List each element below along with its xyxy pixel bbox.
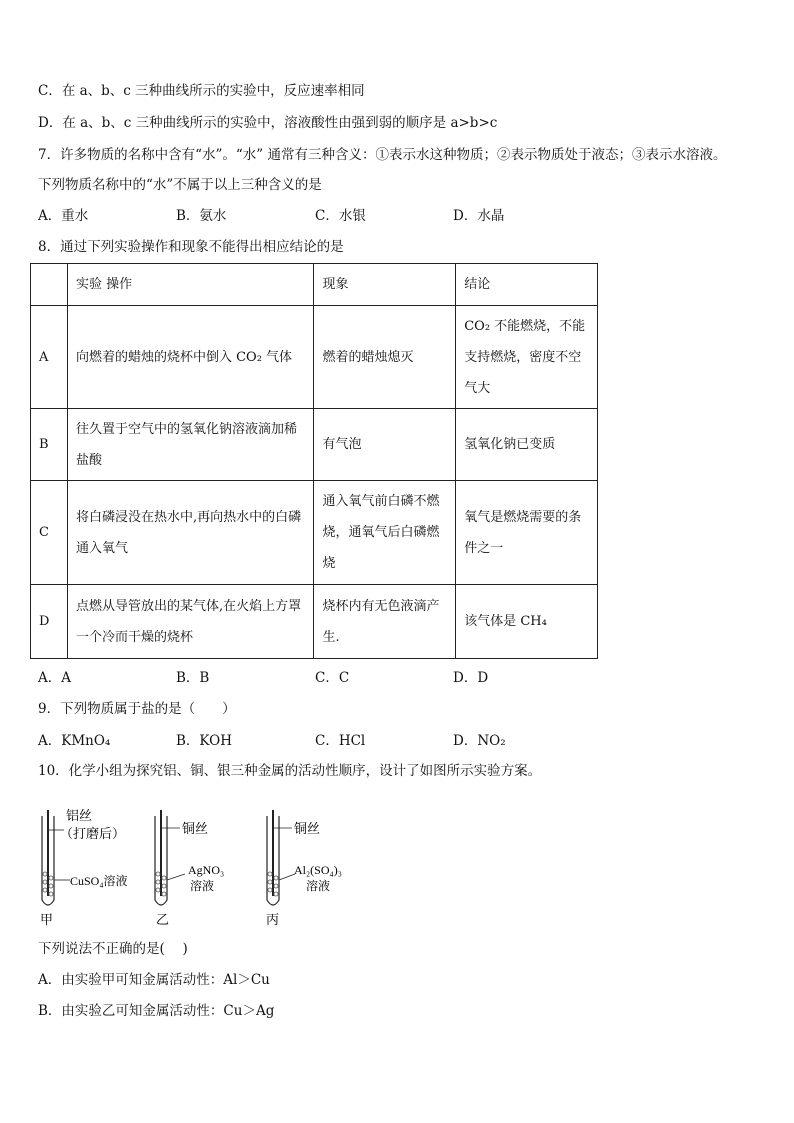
tube2-wire-label: 铜丝 (182, 821, 209, 836)
row-label: D (31, 585, 68, 659)
header-phenomenon: 现象 (314, 264, 456, 306)
row-operation: 点燃从导管放出的某气体,在火焰上方罩一个冷而干燥的烧杯 (67, 585, 314, 659)
test-tube-bing (266, 810, 342, 927)
row-operation: 往久置于空气中的氢氧化钠溶液滴加稀盐酸 (67, 409, 314, 481)
q9-option-b: B．KOH (176, 733, 232, 749)
row-conclusion: CO₂ 不能燃烧，不能支持燃烧，密度不空气大 (456, 306, 598, 409)
q9-option-d: D．NO₂ (453, 733, 506, 749)
header-operation: 实验 操作 (67, 264, 314, 306)
experiment-table (30, 263, 598, 659)
row-phenomenon: 通入氧气前白磷不燃烧，通氧气后白磷燃烧 (314, 481, 456, 585)
table-row (31, 306, 598, 409)
question-10-stem: 10．化学小组为探究铝、铜、银三种金属的活动性顺序，设计了如图所示实验方案。 (38, 763, 542, 779)
tube1-note-label: （打磨后） (60, 826, 126, 841)
question-7-prompt: 下列物质名称中的“水”不属于以上三种含义的是 (38, 177, 322, 193)
question-7-stem: 7．许多物质的名称中含有“水”。“水” 通常有三种含义：①表示水这种物质；②表示物质处于液态；③表示水溶液。 (38, 147, 727, 163)
question-10-option-b: B．由实验乙可知金属活动性：Cu＞Ag (38, 1003, 275, 1019)
header-blank-cell (31, 264, 68, 306)
question-8-stem: 8．通过下列实验操作和现象不能得出相应结论的是 (38, 239, 344, 255)
q9-option-a: A．KMnO₄ (38, 733, 111, 749)
option-c-line: C．在 a、b、c 三种曲线所示的实验中，反应速率相同 (38, 83, 365, 99)
row-operation: 将白磷浸没在热水中,再向热水中的白磷通入氧气 (67, 481, 314, 585)
row-operation: 向燃着的蜡烛的烧杯中倒入 CO₂ 气体 (67, 306, 314, 409)
tube3-wire-label: 铜丝 (294, 821, 321, 836)
q7-option-d: D．水晶 (453, 208, 505, 224)
row-phenomenon: 烧杯内有无色液滴产生. (314, 585, 456, 659)
tube3-solution-label-2: 溶液 (306, 879, 331, 893)
tube2-name: 乙 (156, 912, 170, 927)
header-conclusion: 结论 (456, 264, 598, 306)
row-label: C (31, 481, 68, 585)
q7-option-c: C．水银 (315, 208, 366, 224)
question-10-prompt: 下列说法不正确的是( ) (38, 941, 188, 957)
q8-option-a: A．A (38, 670, 71, 686)
tube3-solution-label-1: Al₂(SO₄)₃ (294, 863, 342, 877)
q9-option-c: C．HCl (315, 733, 366, 749)
tube2-solution-label-2: 溶液 (190, 879, 215, 893)
question-10-option-a: A．由实验甲可知金属活动性：Al＞Cu (38, 972, 270, 988)
q8-option-d: D．D (453, 670, 489, 686)
row-conclusion: 氧气是燃烧需要的条件之一 (456, 481, 598, 585)
test-tube-yi (155, 810, 224, 927)
row-conclusion: 氢氧化钠已变质 (456, 409, 598, 481)
q7-option-a: A．重水 (38, 208, 89, 224)
tube3-name: 丙 (266, 912, 280, 927)
row-phenomenon: 燃着的蜡烛熄灭 (314, 306, 456, 409)
row-conclusion: 该气体是 CH₄ (456, 585, 598, 659)
option-d-line: D．在 a、b、c 三种曲线所示的实验中，溶液酸性由强到弱的顺序是 a>b>c (38, 115, 498, 131)
table-row (31, 481, 598, 585)
tube2-solution-label-1: AgNO₃ (188, 863, 225, 877)
q8-option-b: B．B (176, 670, 210, 686)
tube1-name: 甲 (40, 912, 54, 927)
q8-option-c: C．C (315, 670, 350, 686)
row-label: B (31, 409, 68, 481)
row-label: A (31, 306, 68, 409)
table-row (31, 409, 598, 481)
tube1-wire-label: 铝丝 (66, 808, 93, 823)
q7-option-b: B．氨水 (176, 208, 227, 224)
tube1-solution-label: CuSO₄溶液 (70, 874, 128, 888)
row-phenomenon: 有气泡 (314, 409, 456, 481)
test-tube-jia (40, 808, 128, 927)
table-header-row (31, 264, 598, 306)
question-9-stem: 9．下列物质属于盐的是（ ） (38, 701, 236, 717)
table-row (31, 585, 598, 659)
test-tube-diagram (30, 808, 390, 933)
